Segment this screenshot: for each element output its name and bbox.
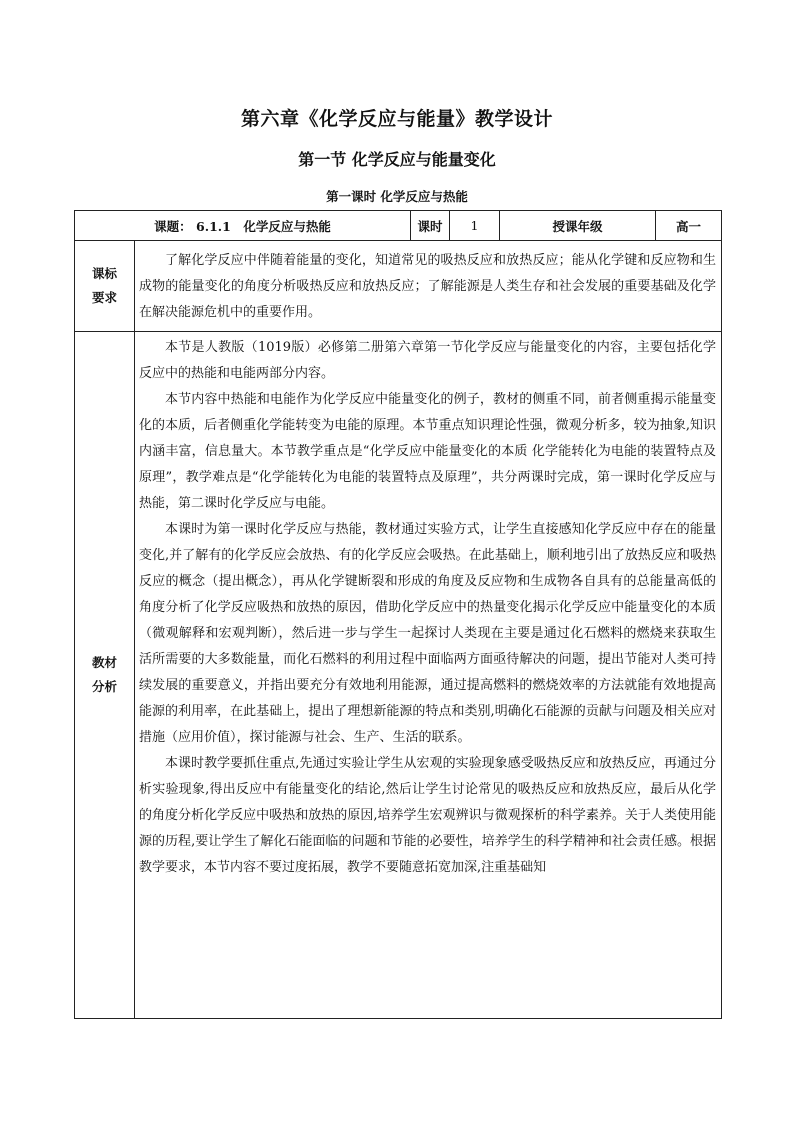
standard-label-line1: 课标 [91, 266, 117, 281]
analysis-paragraph: 本课时为第一课时化学反应与热能，教材通过实验方式，让学生直接感知化学反应中存在的能量变化,并了解有的化学反应会放热、有的化学反应会吸热。在此基础上，顺利地引出了放热反应和吸热反应的概念（提出概念），再从化学键断裂和形成的角度及反应物和生成物各自具有的总能量高低的角度分析了化学反应吸热和放热的原因，借助化学反应中的热量变化揭示化学反应中能量变化的本质（微观解释和宏观判断），然后进一步与学生一起探讨人类现在主要是通过化石燃料的燃烧来获取生活所需要的大多数能量，而化石燃料的利用过程中面临两方面亟待解决的问题，提出节能对人类可持续发展的重要意义，并指出要充分有效地利用能源，通过提高燃料的燃烧效率的方法就能有效地提高能源的利用率，在此基础上，提出了理想新能源的特点和类别,明确化石能源的贡献与问题及相关应对措施（应用价值），探讨能源与社会、生产、生活的联系。 [139, 522, 717, 745]
grade-value: 高一 [656, 211, 722, 241]
standard-label [75, 241, 135, 332]
standard-text-cell [135, 241, 722, 332]
topic-cell [75, 211, 411, 241]
analysis-label-line2: 分析 [91, 679, 117, 694]
standard-text: 了解化学反应中伴随着能量的变化，知道常见的吸热反应和放热反应；能从化学键和反应物和生成物的能量变化的角度分析吸热反应和放热反应；了解能源是人类生存和社会发展的重要基础及化学在解决能源危机中的重要作用。 [139, 252, 717, 320]
topic-value: 6.1.1 化学反应与热能 [196, 218, 331, 234]
lesson-title: 第一课时 化学反应与热能 [326, 189, 468, 204]
standard-label-line2: 要求 [91, 290, 117, 305]
grade-label: 授课年级 [500, 211, 656, 241]
standard-row [75, 241, 722, 332]
section-title: 第一节 化学反应与能量变化 [298, 150, 496, 169]
analysis-paragraph: 本节内容中热能和电能作为化学反应中能量变化的例子，教材的侧重不同，前者侧重揭示能量变化的本质，后者侧重化学能转变为电能的原理。本节重点知识理论性强，微观分析多，较为抽象,知识内涵丰富，信息量大。本节教学重点是“化学反应中能量变化的本质 化学能转化为电能的装置特点及原理”，教学难点是“化学能转化为电能的装置特点及原理”，共分两课时完成，第一课时化学反应与热能，第二课时化学反应与电能。 [139, 392, 717, 511]
lesson-plan-table [74, 210, 722, 1019]
analysis-paragraph: 本课时教学要抓住重点,先通过实验让学生从宏观的实验现象感受吸热反应和放热反应，再通过分析实验现象,得出反应中有能量变化的结论,然后让学生讨论常见的吸热反应和放热反应，最后从化学的角度分析化学反应中吸热和放热的原因,培养学生宏观辨识与微观探析的科学素养。关于人类使用能源的历程,要让学生了解化石能面临的问题和节能的必要性，培养学生的科学精神和社会责任感。根据教学要求，本节内容不要过度拓展，教学不要随意拓宽加深,注重基础知 [139, 756, 717, 875]
topic-label: 课题： [154, 218, 192, 234]
analysis-label-line1: 教材 [91, 655, 117, 670]
analysis-label [75, 332, 135, 1019]
chapter-title: 第六章《化学反应与能量》教学设计 [240, 108, 553, 130]
analysis-paragraph: 本节是人教版（1019版）必修第二册第六章第一节化学反应与能量变化的内容，主要包括化学反应中的热能和电能两部分内容。 [139, 340, 717, 381]
analysis-row [75, 332, 722, 1019]
analysis-text-cell [135, 332, 722, 1019]
header-row [75, 211, 722, 241]
period-label: 课时 [411, 211, 450, 241]
period-value: 1 [450, 211, 500, 241]
